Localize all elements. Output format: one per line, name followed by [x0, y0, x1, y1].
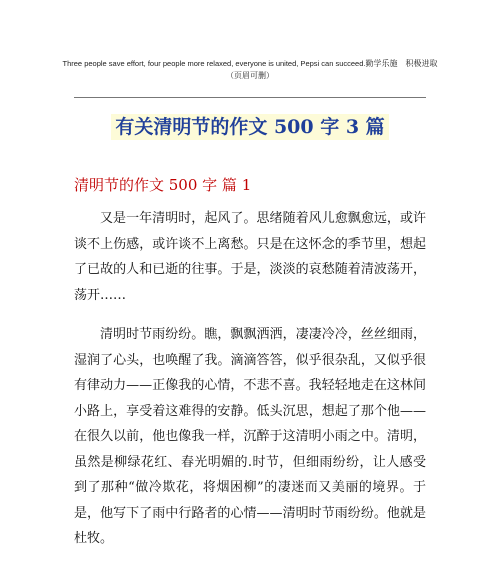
header-motto-cn: 勤学乐施 积极进取	[365, 59, 438, 68]
paragraph-2: 清明时节雨纷纷。瞧，飘飘洒洒，凄凄冷冷，丝丝细雨，湿润了心头，也唤醒了我。滴滴答答，似乎很杂乱，又似乎很有律动力——正像我的心情，不悲不喜。我轻轻地走在这林间小路上，享受着这难得的安静。低头沉思，想起了那个他——在很久以前，他也像我一样，沉醉于这清明小雨之中。清明，虽然是柳绿花红、春光明媚的.时节，但细雨纷纷，让人感受到了那种“做冷欺花，将烟困柳”的凄迷而又美丽的境界。于是，他写下了雨中行路者的心情——清明时节雨纷纷。他就是杜牧。	[74, 327, 426, 546]
document-title	[0, 112, 500, 139]
paragraph-1: 又是一年清明时，起风了。思绪随着风儿愈飘愈远，或许谈不上伤感，或许谈不上离愁。只是在这怀念的季节里，想起了已故的人和已逝的往事。于是，淡淡的哀愁随着清波荡开，荡开……	[74, 211, 426, 303]
header-divider	[74, 97, 426, 98]
page-header	[40, 58, 460, 82]
section-heading: 清明节的作文 500 字 篇 1	[74, 176, 252, 194]
header-line-1	[40, 58, 460, 70]
document-title-text: 有关清明节的作文 500 字 3 篇	[111, 114, 388, 140]
header-motto-en: Three people save effort, four people more relaxed, everyone is united, Pepsi can succeed.	[62, 59, 366, 68]
header-note: （页眉可删）	[226, 71, 274, 80]
